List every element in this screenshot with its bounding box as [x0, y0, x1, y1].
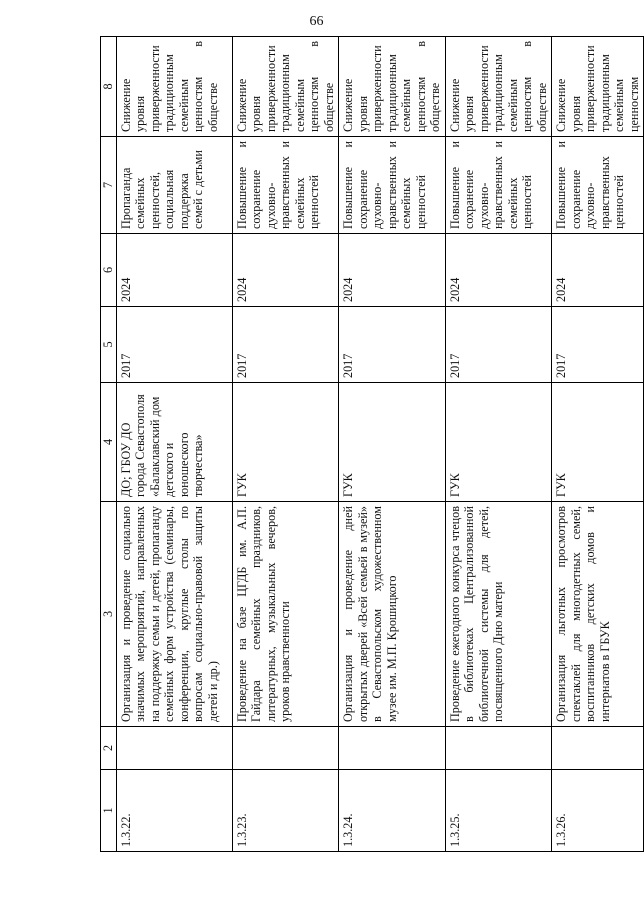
executor-cell: ГУК — [232, 383, 339, 502]
rotated-table-wrapper — [100, 37, 641, 852]
risk-cell: Снижение уровня приверженности традиционным семейным ценностям в обществе — [445, 37, 552, 137]
start-year-cell: 2017 — [232, 307, 339, 383]
item-number: 1.3.23. — [232, 770, 339, 852]
executor-cell: ДО; ГБОУ ДО города Севастополя «Балаклавский дом детского и юношеского творчества» — [116, 383, 232, 502]
result-cell: Повышение и сохранение духовно-нравственных и семейных ценностей — [445, 137, 552, 234]
event-cell: Проведение на базе ЦГДБ им. А.П. Гайдара семейных праздников, литературных, музыкальных вечеров, уроков нравственности — [232, 502, 339, 727]
executor-cell: ГУК — [339, 383, 446, 502]
executor-cell: ГУК — [552, 383, 644, 502]
column-number: 2 — [101, 727, 117, 770]
table-row — [339, 37, 446, 852]
column-2-cell — [116, 727, 232, 770]
column-number: 7 — [101, 137, 117, 234]
event-cell: Организация и проведение дней открытых дверей «Всей семьей в музей» в Севастопольском художественном музее им. М.П. Крошицкого — [339, 502, 446, 727]
table-row — [116, 37, 232, 852]
event-cell: Проведение ежегодного конкурса чтецов в библиотеках Централизованной библиотечной системы для детей, посвященного Дню матери — [445, 502, 552, 727]
end-year-cell: 2024 — [552, 234, 644, 307]
result-cell: Повышение и сохранение духовно-нравственных и семейных ценностей — [232, 137, 339, 234]
table-row — [445, 37, 552, 852]
item-number: 1.3.26. — [552, 770, 644, 852]
column-number: 8 — [101, 37, 117, 137]
start-year-cell: 2017 — [445, 307, 552, 383]
column-number-header — [101, 37, 117, 852]
risk-cell: Снижение уровня приверженности традиционным семейным ценностям в обществе — [232, 37, 339, 137]
end-year-cell: 2024 — [339, 234, 446, 307]
end-year-cell: 2024 — [116, 234, 232, 307]
event-cell: Организация и проведение социально значимых мероприятий, направленных на поддержку семьи и детей, пропаганду семейных форм устройства (семинары, конференции, круглые столы по вопросам социально-правовой защиты детей и др.) — [116, 502, 232, 727]
start-year-cell: 2017 — [552, 307, 644, 383]
start-year-cell: 2017 — [339, 307, 446, 383]
risk-cell: Снижение уровня приверженности традиционным семейным ценностям в обществе — [339, 37, 446, 137]
result-cell: Повышение и сохранение духовно-нравственных и семейных ценностей — [339, 137, 446, 234]
item-number: 1.3.25. — [445, 770, 552, 852]
table-row — [232, 37, 339, 852]
executor-cell: ГУК — [445, 383, 552, 502]
page-number: 66 — [309, 14, 324, 29]
result-cell: Пропаганда семейных ценностей, социальная поддержка семей с детьми — [116, 137, 232, 234]
risk-cell: Снижение уровня приверженности традиционным семейным ценностям в обществе — [116, 37, 232, 137]
column-2-cell — [232, 727, 339, 770]
column-number: 3 — [101, 502, 117, 727]
column-2-cell — [552, 727, 644, 770]
result-cell: Повышение и сохранение духовно-нравственных ценностей — [552, 137, 644, 234]
end-year-cell: 2024 — [232, 234, 339, 307]
column-number: 5 — [101, 307, 117, 383]
column-number: 4 — [101, 383, 117, 502]
item-number: 1.3.24. — [339, 770, 446, 852]
column-number: 6 — [101, 234, 117, 307]
column-2-cell — [339, 727, 446, 770]
event-cell: Организация льготных просмотров спектаклей для многодетных семей, воспитанников детских домов и интернатов в ГБУК — [552, 502, 644, 727]
risk-cell: Снижение уровня приверженности традиционным семейным ценностям — [552, 37, 644, 137]
end-year-cell: 2024 — [445, 234, 552, 307]
table-row — [552, 37, 644, 852]
start-year-cell: 2017 — [116, 307, 232, 383]
column-number: 1 — [101, 770, 117, 852]
item-number: 1.3.22. — [116, 770, 232, 852]
measures-table — [100, 36, 644, 852]
column-2-cell — [445, 727, 552, 770]
